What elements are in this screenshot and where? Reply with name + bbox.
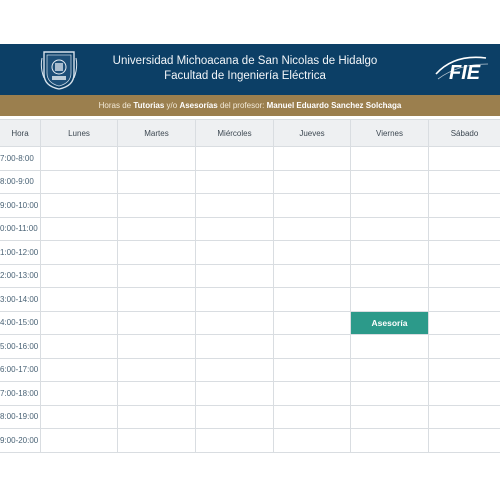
- schedule-cell: [274, 241, 351, 265]
- time-cell: 8:00-19:00: [0, 406, 41, 430]
- schedule-cell: [118, 288, 196, 312]
- schedule-cell: [118, 335, 196, 359]
- fie-logo-icon: [434, 52, 490, 86]
- time-cell: 9:00-20:00: [0, 429, 41, 453]
- schedule-cell: [196, 335, 274, 359]
- schedule-cell: [274, 171, 351, 195]
- schedule-table: [0, 119, 500, 453]
- schedule-cell: [196, 312, 274, 336]
- schedule-cell: [274, 218, 351, 242]
- schedule-cell: [351, 265, 429, 289]
- header-hora: Hora: [0, 119, 41, 147]
- schedule-cell: [351, 359, 429, 383]
- logo-text: FIE: [449, 62, 481, 84]
- schedule-cell: [196, 241, 274, 265]
- schedule-cell: [274, 312, 351, 336]
- professor-name: Manuel Eduardo Sanchez Solchaga: [266, 101, 402, 110]
- time-cell: 2:00-13:00: [0, 265, 41, 289]
- university-seal-icon: [40, 48, 78, 90]
- header-miercoles: Miércoles: [196, 119, 274, 147]
- schedule-cell: [351, 382, 429, 406]
- schedule-cell: [41, 406, 118, 430]
- schedule-cell: [274, 406, 351, 430]
- schedule-cell: [351, 429, 429, 453]
- table-row: [0, 194, 500, 218]
- schedule-cell: [118, 194, 196, 218]
- schedule-cell: [351, 147, 429, 171]
- schedule-cell: [274, 335, 351, 359]
- schedule-cell: [41, 241, 118, 265]
- table-row: [0, 406, 500, 430]
- schedule-cell: [196, 288, 274, 312]
- professor-bar: [0, 95, 500, 116]
- schedule-cell: [41, 265, 118, 289]
- schedule-cell: [118, 382, 196, 406]
- subbar-asesorias: Asesorías: [179, 101, 218, 110]
- schedule-cell: [41, 288, 118, 312]
- schedule-cell: [351, 171, 429, 195]
- schedule-cell: [351, 288, 429, 312]
- schedule-cell: [429, 171, 500, 195]
- schedule-cell: [429, 312, 500, 336]
- table-row: [0, 382, 500, 406]
- faculty-name: Facultad de Ingeniería Eléctrica: [164, 70, 326, 82]
- schedule-cell: [274, 147, 351, 171]
- schedule-cell: [196, 218, 274, 242]
- schedule-cell: [429, 382, 500, 406]
- asesoria-slot[interactable]: Asesoría: [351, 312, 429, 336]
- schedule-cell: [429, 335, 500, 359]
- table-row: [0, 218, 500, 242]
- schedule-cell: [196, 147, 274, 171]
- table-row: [0, 312, 500, 336]
- schedule-cell: [118, 218, 196, 242]
- table-row: [0, 359, 500, 383]
- header-banner: [0, 44, 500, 95]
- schedule-cell: [429, 429, 500, 453]
- schedule-cell: [118, 147, 196, 171]
- schedule-cell: [429, 265, 500, 289]
- time-cell: 4:00-15:00: [0, 312, 41, 336]
- schedule-cell: [118, 312, 196, 336]
- schedule-cell: [118, 265, 196, 289]
- subbar-tutorias: Tutorias: [133, 101, 165, 110]
- table-row: [0, 241, 500, 265]
- subbar-text-2: y/o: [166, 101, 178, 110]
- schedule-cell: [118, 171, 196, 195]
- time-cell: 5:00-16:00: [0, 335, 41, 359]
- schedule-cell: [41, 194, 118, 218]
- schedule-cell: [429, 359, 500, 383]
- schedule-cell: [41, 382, 118, 406]
- time-cell: 0:00-11:00: [0, 218, 41, 242]
- subbar-text-3: del profesor:: [219, 101, 265, 110]
- university-name: Universidad Michoacana de San Nicolas de Hidalgo: [112, 55, 378, 67]
- schedule-cell: [274, 429, 351, 453]
- schedule-cell: [41, 335, 118, 359]
- schedule-cell: [351, 194, 429, 218]
- header-lunes: Lunes: [41, 119, 118, 147]
- time-cell: 7:00-8:00: [0, 147, 41, 171]
- schedule-cell: [274, 265, 351, 289]
- schedule-cell: [274, 382, 351, 406]
- time-cell: 9:00-10:00: [0, 194, 41, 218]
- schedule-cell: [429, 147, 500, 171]
- time-cell: 3:00-14:00: [0, 288, 41, 312]
- schedule-cell: [196, 406, 274, 430]
- header-sabado: Sábado: [429, 119, 500, 147]
- schedule-cell: [118, 241, 196, 265]
- schedule-cell: [274, 288, 351, 312]
- schedule-cell: [429, 406, 500, 430]
- time-cell: 8:00-9:00: [0, 171, 41, 195]
- time-cell: 7:00-18:00: [0, 382, 41, 406]
- schedule-cell: [429, 218, 500, 242]
- schedule-cell: [351, 406, 429, 430]
- schedule-cell: [118, 429, 196, 453]
- schedule-cell: [274, 194, 351, 218]
- schedule-cell: [196, 429, 274, 453]
- schedule-cell: [429, 241, 500, 265]
- time-cell: 1:00-12:00: [0, 241, 41, 265]
- schedule-cell: [429, 288, 500, 312]
- schedule-cell: [274, 359, 351, 383]
- table-row: [0, 265, 500, 289]
- table-row: [0, 429, 500, 453]
- schedule-cell: [196, 382, 274, 406]
- schedule-cell: [41, 147, 118, 171]
- schedule-cell: [118, 359, 196, 383]
- schedule-cell: [351, 218, 429, 242]
- schedule-cell: [196, 171, 274, 195]
- table-row: [0, 335, 500, 359]
- table-header-row: [0, 119, 500, 147]
- header-martes: Martes: [118, 119, 196, 147]
- header-jueves: Jueves: [274, 119, 351, 147]
- schedule-cell: [118, 406, 196, 430]
- schedule-cell: [41, 429, 118, 453]
- table-row: [0, 147, 500, 171]
- schedule-cell: [41, 312, 118, 336]
- schedule-cell: [196, 359, 274, 383]
- schedule-cell: [429, 194, 500, 218]
- schedule-cell: [41, 218, 118, 242]
- schedule-cell: [351, 335, 429, 359]
- header-viernes: Viernes: [351, 119, 429, 147]
- schedule-cell: [41, 359, 118, 383]
- table-body: [0, 147, 500, 453]
- subbar-text-1: Horas de: [98, 101, 132, 110]
- time-cell: 6:00-17:00: [0, 359, 41, 383]
- schedule-cell: [196, 265, 274, 289]
- schedule-cell: [41, 171, 118, 195]
- schedule-cell: [196, 194, 274, 218]
- schedule-cell: [351, 241, 429, 265]
- table-row: [0, 171, 500, 195]
- table-row: [0, 288, 500, 312]
